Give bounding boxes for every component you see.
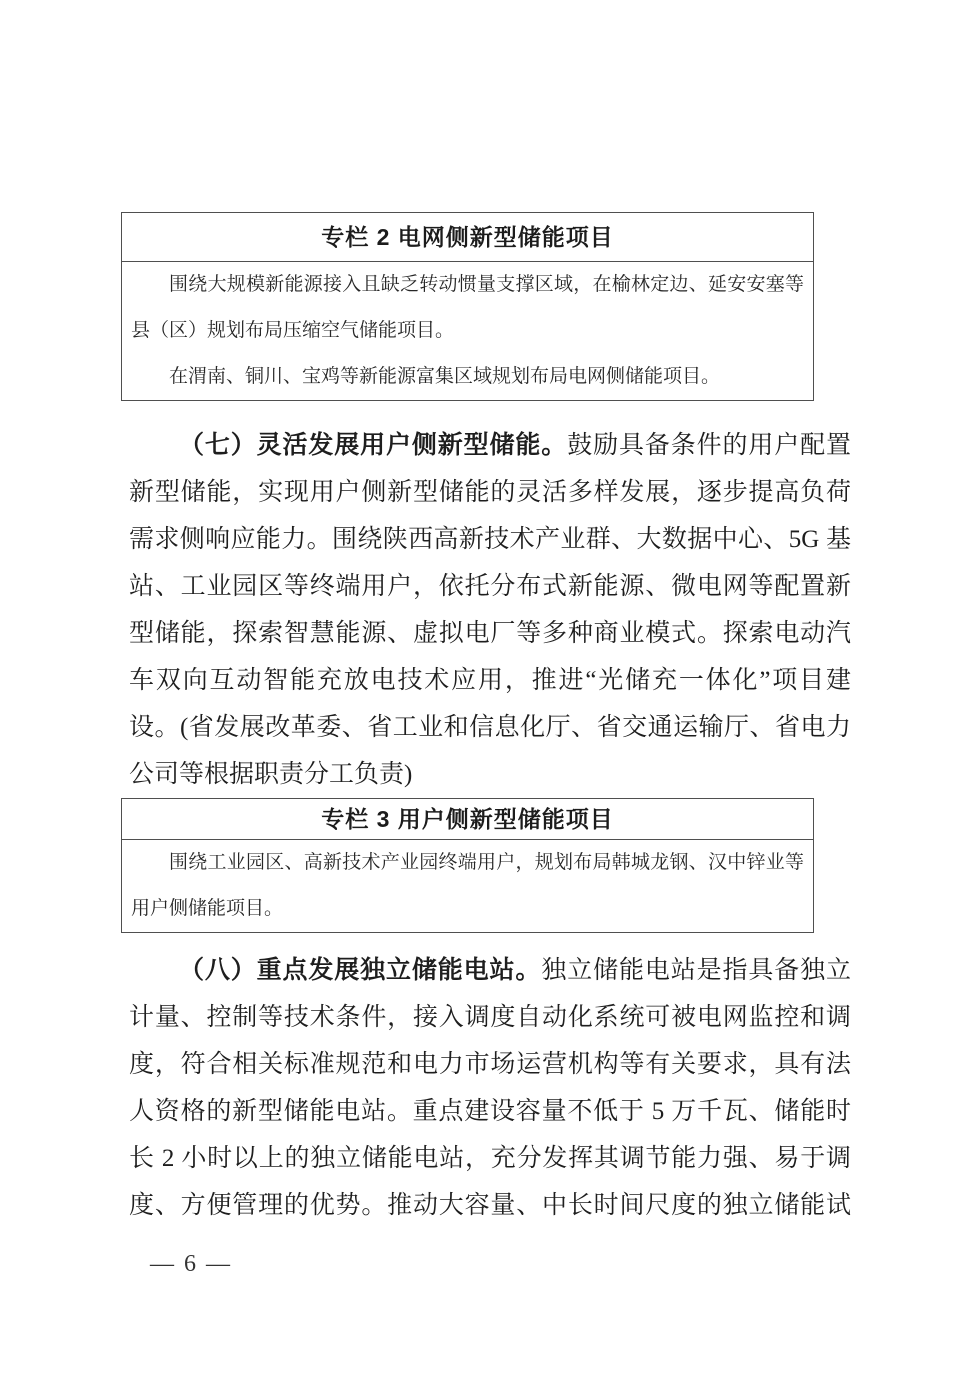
callout-box-2-title: 专栏 2 电网侧新型储能项目 [122,213,813,262]
callout-box-column-2 [121,212,814,401]
paragraph-8-line: 长 2 小时以上的独立储能电站，充分发挥其调节能力强、易于调 [129,1145,851,1172]
paragraph-8-line: 度、方便管理的优势。推动大容量、中长时间尺度的独立储能试 [129,1192,851,1219]
callout-box-3-title: 专栏 3 用户侧新型储能项目 [122,799,813,840]
paragraph-8-line: 人资格的新型储能电站。重点建设容量不低于 5 万千瓦、储能时 [129,1098,851,1125]
callout-box-2-line: 围绕大规模新能源接入且缺乏转动惯量支撑区域，在榆林定边、延安安塞等 [169,274,804,295]
page-number: — 6 — [150,1251,232,1277]
paragraph-7-line: 公司等根据职责分工负责) [129,761,413,788]
callout-box-2-line: 县（区）规划布局压缩空气储能项目。 [131,320,455,341]
callout-box-2-line: 在渭南、铜川、宝鸡等新能源富集区域规划布局电网侧储能项目。 [169,366,721,387]
callout-box-2-body [122,262,813,400]
paragraph-7-line: 车双向互动智能充放电技术应用，推进“光储充一体化”项目建 [129,667,851,694]
paragraph-section-8 [129,947,851,1229]
paragraph-8-line [129,947,851,994]
paragraph-8-heading: （八）重点发展独立储能电站。 [179,957,542,984]
callout-box-3-line: 用户侧储能项目。 [131,898,284,919]
paragraph-8-line: 计量、控制等技术条件，接入调度自动化系统可被电网监控和调 [129,1004,851,1031]
paragraph-7-text: 鼓励具备条件的用户配置 [567,432,851,459]
paragraph-7-line: 设。(省发展改革委、省工业和信息化厅、省交通运输厅、省电力 [129,714,851,741]
paragraph-section-7 [129,422,851,798]
callout-box-column-3 [121,798,814,933]
paragraph-7-line: 需求侧响应能力。围绕陕西高新技术产业群、大数据中心、5G 基 [129,526,851,553]
paragraph-7-line [129,422,851,469]
callout-box-3-line: 围绕工业园区、高新技术产业园终端用户，规划布局韩城龙钢、汉中锌业等 [169,852,804,873]
paragraph-8-line: 度，符合相关标准规范和电力市场运营机构等有关要求，具有法 [129,1051,851,1078]
paragraph-7-line: 新型储能，实现用户侧新型储能的灵活多样发展，逐步提高负荷 [129,479,851,506]
paragraph-7-line: 型储能，探索智慧能源、虚拟电厂等多种商业模式。探索电动汽 [129,620,851,647]
paragraph-8-text: 独立储能电站是指具备独立 [541,957,851,984]
callout-box-3-body [122,840,813,932]
paragraph-7-heading: （七）灵活发展用户侧新型储能。 [179,432,568,459]
paragraph-7-line: 站、工业园区等终端用户，依托分布式新能源、微电网等配置新 [129,573,851,600]
